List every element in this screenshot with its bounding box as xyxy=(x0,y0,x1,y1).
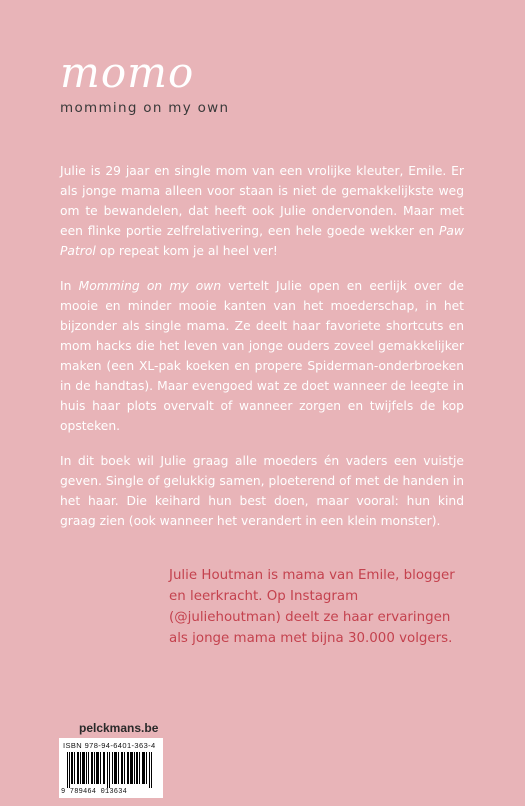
back-cover-blurb xyxy=(60,161,464,546)
barcode xyxy=(59,738,163,798)
blurb-italic-title: Paw Patrol xyxy=(60,224,464,258)
blurb-book-title: Momming on my own xyxy=(78,279,222,293)
author-bio: Julie Houtman is mama van Emile, blogger en leerkracht. Op Instagram (@juliehoutman) deelt ze haar ervaringen als jonge mama met bijna 30.000 volgers. xyxy=(169,568,455,646)
blurb-paragraph-3: In dit boek wil Julie graag alle moeders én vaders een vuistje geven. Single of gelukkig samen, ploeterend of met de handen in het haar. Die keihard hun best doen, maar vooral: hun kind graag zien (ook wanneer het verandert in een klein monster). xyxy=(60,454,464,528)
barcode-number: 9 789464 013634 xyxy=(61,788,128,796)
barcode-bars xyxy=(67,752,155,788)
blurb-paragraph-2: In Momming on my own vertelt Julie open en eerlijk over de mooie en minder mooie kanten van het moederschap, in het bijzonder als single mama. Ze deelt haar favoriete shortcuts en mom hacks die het leven van jonge ouders zoveel gemakkelijker maken (een XL-pak koeken en propere Spiderman-onderbroeken in de handtas). Maar evengoed wat ze doet wanneer de leegte in huis haar plots overvalt of wanneer zorgen en twijfels de kop opsteken. xyxy=(60,279,465,433)
tagline: momming on my own xyxy=(60,100,230,116)
logo: momo xyxy=(60,48,195,97)
isbn-text: ISBN 978-94-6401-363-4 xyxy=(63,741,156,750)
blurb-paragraph-1: Julie is 29 jaar en single mom van een vrolijke kleuter, Emile. Er als jonge mama alleen voor staan is niet de gemakkelijkste weg om te bewandelen, dat heeft ook Julie ondervonden. Maar met een flinke portie zelfrelativering, een hele goede wekker en Paw Patrol op repeat kom je al heel ver! xyxy=(60,164,464,258)
publisher-url: pelckmans.be xyxy=(79,721,159,735)
